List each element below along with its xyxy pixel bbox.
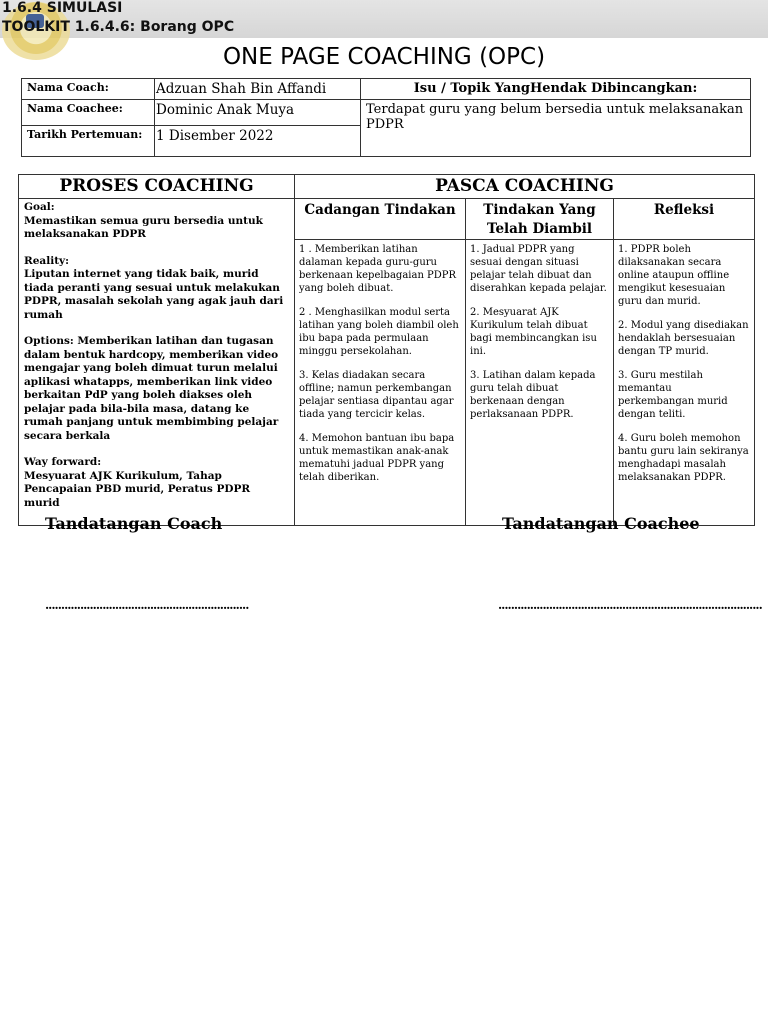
pasca-coaching-header: PASCA COACHING bbox=[295, 175, 755, 199]
tindakan-diambil-content bbox=[466, 240, 614, 526]
meeting-date-value: 1 Disember 2022 bbox=[155, 126, 361, 157]
tindakan-item: 2. Mesyuarat AJK Kurikulum telah dibuat bagi membincangkan isu ini. bbox=[470, 307, 597, 357]
tindakan-diambil-header: Tindakan Yang Telah Diambil bbox=[466, 199, 614, 240]
coach-signature-line: ................................................................ bbox=[45, 598, 249, 612]
way-forward-label: Way forward: bbox=[24, 456, 102, 468]
coachee-name-label: Nama Coachee: bbox=[22, 100, 155, 126]
page-title: ONE PAGE COACHING (OPC) bbox=[222, 44, 546, 70]
coaching-main-table bbox=[18, 174, 755, 526]
tindakan-item: 1. Jadual PDPR yang sesuai dengan situasi pelajar telah dibuat dan diserahkan kepada pelajar. bbox=[470, 244, 607, 294]
reality-text: Liputan internet yang tidak baik, murid tiada peranti yang sesuai untuk melakukan PDPR, masalah sekolah yang agak jauh dari rumah bbox=[24, 268, 284, 321]
refleksi-item: 3. Guru mestilah memantau perkembangan murid dengan teliti. bbox=[618, 370, 728, 420]
goal-text: Memastikan semua guru bersedia untuk melaksanakan PDPR bbox=[24, 214, 263, 240]
cadangan-item: 4. Memohon bantuan ibu bapa untuk memastikan anak-anak mematuhi jadual PDPR yang telah diberikan. bbox=[299, 433, 455, 483]
coachee-signature-line: ................................................................................... bbox=[498, 598, 762, 612]
coach-signature-label: Tandatangan Coach bbox=[45, 514, 223, 533]
goal-label: Goal: bbox=[24, 201, 55, 213]
proses-coaching-content bbox=[19, 199, 295, 526]
meeting-date-label: Tarikh Pertemuan: bbox=[22, 126, 155, 157]
tindakan-item: 3. Latihan dalam kepada guru telah dibuat berkenaan dengan perlaksanaan PDPR. bbox=[470, 370, 596, 420]
cadangan-item: 2 . Menghasilkan modul serta latihan yang boleh diambil oleh ibu bapa pada permulaan minggu persekolahan. bbox=[299, 307, 459, 357]
coaching-info-table bbox=[21, 78, 751, 157]
refleksi-item: 1. PDPR boleh dilaksanakan secara online ataupun offline mengikut kesesuaian guru dan murid. bbox=[618, 244, 730, 307]
options-text: Options: Memberikan latihan dan tugasan dalam bentuk hardcopy, memberikan video mengajar yang boleh dimuat turun melalui aplikasi whatapps, memberikan link video berkaitan PdP yang boleh diakses oleh pelajar pada bila-bila masa, datang ke rumah panjang untuk membimbing pelajar secara berkala bbox=[24, 335, 279, 442]
issue-topic-value: Terdapat guru yang belum bersedia untuk melaksanakan PDPR bbox=[361, 100, 751, 157]
cadangan-tindakan-header: Cadangan Tindakan bbox=[295, 199, 466, 240]
refleksi-item: 2. Modul yang disediakan hendaklah bersesuaian dengan TP murid. bbox=[618, 320, 749, 357]
proses-coaching-header: PROSES COACHING bbox=[19, 175, 295, 199]
issue-topic-label: Isu / Topik YangHendak Dibincangkan: bbox=[361, 79, 751, 100]
header-line-2: TOOLKIT 1.6.4.6: Borang OPC bbox=[2, 19, 235, 35]
reality-label: Reality: bbox=[24, 254, 70, 267]
cadangan-item: 3. Kelas diadakan secara offline; namun perkembangan pelajar sentiasa dipantau agar tiada yang tercicir kelas. bbox=[299, 370, 454, 420]
refleksi-content bbox=[614, 240, 755, 526]
cadangan-tindakan-content bbox=[295, 240, 466, 526]
way-forward-text: Mesyuarat AJK Kurikulum, Tahap Pencapaian PBD murid, Peratus PDPR murid bbox=[24, 469, 251, 509]
coach-name-label: Nama Coach: bbox=[22, 79, 155, 100]
refleksi-item: 4. Guru boleh memohon bantu guru lain sekiranya menghadapi masalah melaksanakan PDPR. bbox=[618, 433, 749, 483]
header-line-1: 1.6.4 SIMULASI bbox=[2, 0, 123, 16]
refleksi-header: Refleksi bbox=[614, 199, 755, 240]
coach-name-value: Adzuan Shah Bin Affandi bbox=[155, 79, 361, 100]
coachee-signature-label: Tandatangan Coachee bbox=[502, 514, 700, 533]
cadangan-item: 1 . Memberikan latihan dalaman kepada guru-guru berkenaan kepelbagaian PDPR yang boleh dibuat. bbox=[299, 244, 457, 294]
coachee-name-value: Dominic Anak Muya bbox=[155, 100, 361, 126]
